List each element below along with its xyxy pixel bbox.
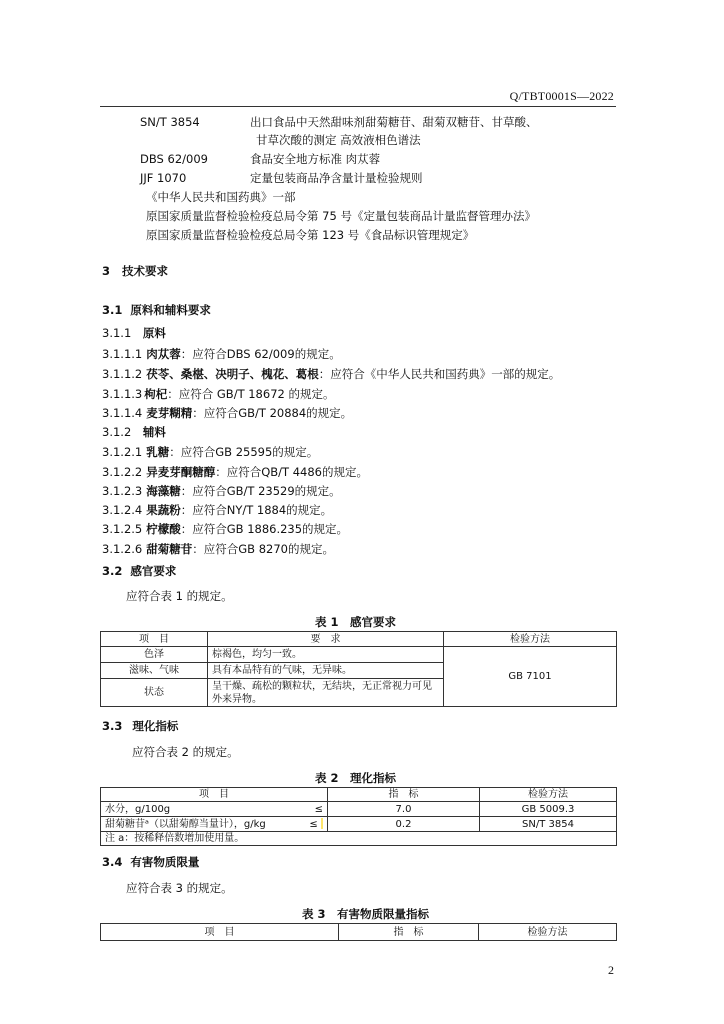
section-3-3-heading: [102, 718, 178, 734]
clause-item: [102, 444, 318, 460]
table-row: [101, 802, 617, 817]
clause-name: 甜菊糖苷: [146, 542, 193, 556]
clause-item: [102, 483, 341, 499]
section-3-1-heading: [102, 302, 211, 318]
table-3-contaminants: [100, 923, 617, 941]
clause-text: ：应符合《中华人民共和国药典》一部的规定。: [318, 367, 561, 381]
section-title: 辅料: [142, 425, 166, 439]
section-number: 3.3: [102, 719, 123, 733]
reference-code: JJF 1070: [140, 171, 187, 185]
clause-name: 肉苁蓉: [146, 347, 181, 361]
table-header: 项 目: [101, 788, 328, 802]
clause-text: ：应符合GB/T 23529的规定。: [180, 484, 341, 498]
table-cell: [101, 802, 328, 817]
table-2-physchem: [100, 787, 617, 846]
clause-name: 海藻糖: [146, 484, 181, 498]
reference-title: 原国家质量监督检验检疫总局令第 75 号《定量包装商品计量监督管理办法》: [146, 209, 536, 223]
clause-number: 3.1.1.3: [102, 387, 143, 401]
section-title: 有害物质限量: [130, 855, 200, 869]
section-title: 理化指标: [132, 719, 179, 733]
section-number: 3.1.1: [102, 326, 132, 340]
table-cell: 色泽: [101, 647, 208, 663]
section-title: 技术要求: [122, 264, 169, 278]
table-header-row: [101, 924, 617, 941]
table-header: 项 目: [101, 632, 208, 647]
table-3-caption: 表 3 有害物质限量指标: [302, 907, 430, 921]
item-label: 水分，g/100g: [105, 803, 171, 815]
item-label: 甜菊糖苷ᵃ（以甜菊醇当量计），g/kg: [105, 818, 266, 830]
clause-name: 乳糖: [146, 445, 170, 459]
section-number: 3.1.2: [102, 425, 132, 439]
clause-item: [102, 346, 341, 362]
table-header: 要 求: [208, 632, 444, 647]
table-cell: 滋味、气味: [101, 663, 208, 679]
reference-title: 原国家质量监督检验检疫总局令第 123 号《食品标识管理规定》: [146, 228, 475, 242]
clause-text: ：应符合GB/T 20884的规定。: [192, 406, 353, 420]
clause-text: ：应符合GB 1886.235的规定。: [180, 522, 349, 536]
section-title: 感官要求: [130, 564, 177, 578]
reference-title: 食品安全地方标准 肉苁蓉: [250, 152, 381, 166]
section-number: 3: [102, 264, 111, 278]
section-number: 3.2: [102, 564, 123, 578]
table-header-row: [101, 632, 617, 647]
clause-text: ：应符合 GB/T 18672 的规定。: [167, 387, 335, 401]
reference-title: 定量包装商品净含量计量检验规则: [250, 171, 423, 185]
reference-code: SN/T 3854: [140, 115, 200, 129]
table-cell: 0.2: [328, 817, 480, 832]
section-paragraph: 应符合表 1 的规定。: [126, 589, 233, 603]
clause-text: ：应符合QB/T 4486的规定。: [215, 465, 368, 479]
table-cell: 棕褐色，均匀一致。: [208, 647, 444, 663]
clause-number: 3.1.2.6: [102, 542, 143, 556]
clause-number: 3.1.2.5: [102, 522, 143, 536]
section-3-1-1-heading: [102, 325, 166, 341]
table-cell: 状态: [101, 679, 208, 707]
clause-item: [102, 464, 368, 480]
table-cell: 具有本品特有的气味，无异味。: [208, 663, 444, 679]
reference-title: 甘草次酸的测定 高效液相色谱法: [256, 133, 421, 147]
document-code: Q/TBT0001S—2022: [509, 89, 614, 103]
clause-name: 果蔬粉: [146, 503, 181, 517]
clause-item: [102, 386, 334, 402]
table-note-row: [101, 832, 617, 846]
clause-number: 3.1.1.2: [102, 367, 143, 381]
table-note: 注 a：按稀释倍数增加使用量。: [101, 832, 617, 846]
clause-number: 3.1.2.3: [102, 484, 143, 498]
table-1-sensory: [100, 631, 617, 707]
clause-number: 3.1.2.4: [102, 503, 143, 517]
clause-number: 3.1.1.4: [102, 406, 143, 420]
table-header: 检验方法: [480, 788, 617, 802]
table-header: 检验方法: [479, 924, 617, 941]
section-3-heading: [102, 263, 168, 279]
header-rule: [100, 106, 616, 107]
clause-name: 异麦芽酮糖醇: [146, 465, 216, 479]
clause-item: [102, 366, 560, 382]
operator: ≤: [314, 803, 323, 815]
clause-number: 3.1.1.1: [102, 347, 143, 361]
clause-number: 3.1.2.2: [102, 465, 143, 479]
reference-code: DBS 62/009: [140, 152, 208, 166]
table-header: 指 标: [328, 788, 480, 802]
clause-item: [102, 521, 348, 537]
clause-item: [102, 541, 334, 557]
table-header: 指 标: [339, 924, 479, 941]
reference-title: 《中华人民共和国药典》一部: [146, 190, 296, 204]
section-paragraph: 应符合表 3 的规定。: [126, 881, 233, 895]
table-row: [101, 647, 617, 663]
page-number: 2: [608, 963, 614, 977]
table-cell: [101, 817, 328, 832]
section-number: 3.1: [102, 303, 123, 317]
table-1-caption: 表 1 感官要求: [315, 615, 397, 629]
table-cell: 呈干燥、疏松的颗粒状，无结块，无正常视力可见外来异物。: [208, 679, 444, 707]
table-header-row: [101, 788, 617, 802]
clause-name: 麦芽糊精: [146, 406, 193, 420]
table-header: 检验方法: [444, 632, 617, 647]
clause-text: ：应符合DBS 62/009的规定。: [180, 347, 341, 361]
clause-text: ：应符合GB 8270的规定。: [192, 542, 334, 556]
clause-name: 枸杞: [144, 387, 168, 401]
table-cell-method: GB 7101: [444, 647, 617, 707]
section-3-1-2-heading: [102, 424, 166, 440]
table-cell: SN/T 3854: [480, 817, 617, 832]
operator: ≤: [309, 818, 318, 830]
clause-item: [102, 502, 332, 518]
table-2-caption: 表 2 理化指标: [315, 771, 397, 785]
operator-wrap: [309, 818, 323, 831]
clause-text: ：应符合GB 25595的规定。: [169, 445, 319, 459]
clause-text: ：应符合NY/T 1884的规定。: [180, 503, 333, 517]
section-3-4-heading: [102, 854, 199, 870]
table-cell: 7.0: [328, 802, 480, 817]
section-number: 3.4: [102, 855, 123, 869]
clause-name: 柠檬酸: [146, 522, 181, 536]
highlight-mark: [321, 818, 323, 829]
table-header: 项 目: [101, 924, 339, 941]
table-row: [101, 817, 617, 832]
section-3-2-heading: [102, 563, 176, 579]
clause-number: 3.1.2.1: [102, 445, 143, 459]
clause-name: 茯苓、桑椹、决明子、槐花、葛根: [146, 367, 319, 381]
section-title: 原料: [142, 326, 166, 340]
section-title: 原料和辅料要求: [130, 303, 211, 317]
section-paragraph: 应符合表 2 的规定。: [132, 745, 239, 759]
clause-item: [102, 405, 352, 421]
table-cell: GB 5009.3: [480, 802, 617, 817]
reference-title: 出口食品中天然甜味剂甜菊糖苷、甜菊双糖苷、甘草酸、: [250, 115, 538, 129]
